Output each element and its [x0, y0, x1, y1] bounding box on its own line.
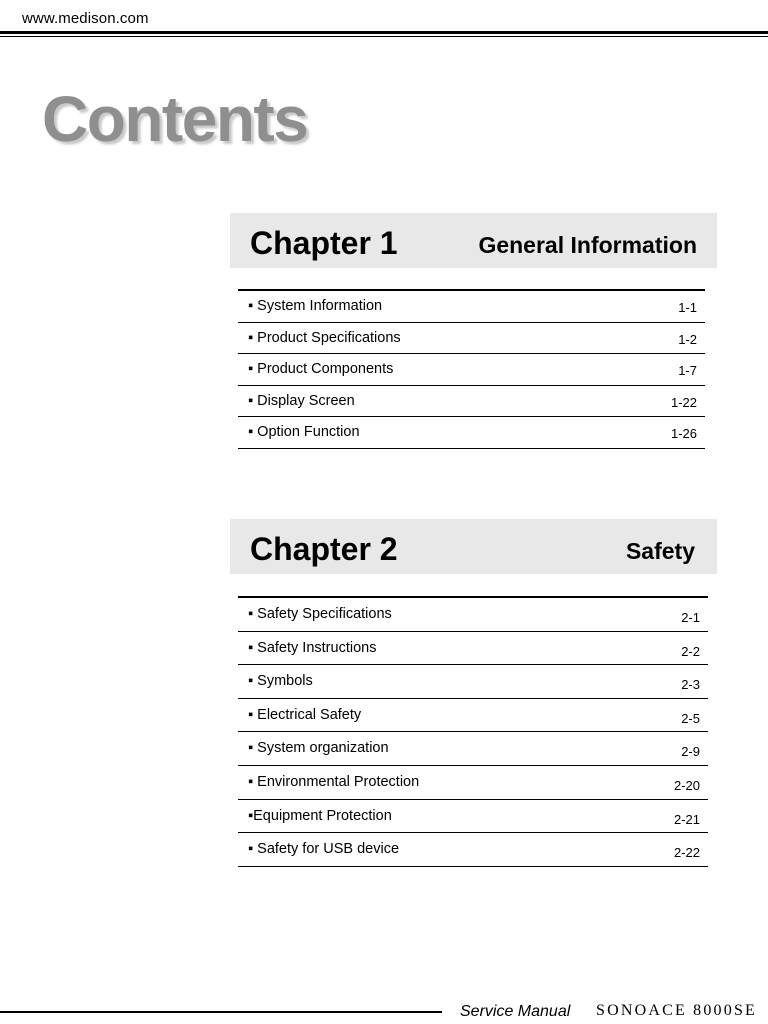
toc-entry-page: 1-22 — [670, 394, 697, 410]
toc-entry-label: ▪ Safety Specifications — [248, 606, 392, 622]
toc-entry[interactable] — [238, 386, 705, 418]
toc-entry-label: ▪ System Information — [248, 298, 383, 314]
toc-entry-page: 1-7 — [678, 363, 697, 379]
toc-entry-page: 2-2 — [681, 643, 700, 659]
chapter-1-number: Chapter 1 — [250, 225, 398, 261]
toc-entry-label: ▪ Electrical Safety — [248, 706, 362, 723]
chapter-2-name: Safety — [625, 538, 695, 564]
chapter-1-header — [230, 213, 717, 268]
toc-entry-page: 1-1 — [678, 300, 697, 315]
footer-service-manual: Service Manual — [460, 1003, 571, 1020]
site-url: www.medison.com — [22, 10, 149, 27]
header-rule-thin — [0, 36, 768, 37]
toc-entry-label: ▪ Display Screen — [248, 392, 355, 409]
toc-entry-label: ▪ Environmental Protection — [248, 773, 420, 790]
toc-entry-label: ▪Equipment Protection — [248, 807, 392, 824]
toc-entry-page: 2-22 — [673, 845, 700, 861]
toc-entry[interactable] — [238, 598, 708, 632]
chapter-2-header — [230, 519, 717, 574]
toc-entry[interactable] — [238, 354, 705, 386]
toc-entry-page: 2-20 — [673, 777, 700, 793]
toc-entry-label: ▪ Product Components — [248, 361, 394, 378]
chapter-1-toc — [238, 289, 705, 449]
toc-entry-page: 2-21 — [673, 811, 700, 827]
toc-entry-label: ▪ Option Function — [248, 424, 360, 441]
toc-entry-page: 1-26 — [670, 426, 697, 442]
toc-entry[interactable] — [238, 766, 708, 800]
header-rule-thick — [0, 31, 768, 34]
toc-entry-label: ▪ Safety Instructions — [248, 639, 377, 656]
toc-entry[interactable] — [238, 800, 708, 834]
toc-entry[interactable] — [238, 417, 705, 449]
chapter-2-number: Chapter 2 — [250, 531, 398, 567]
footer-rule — [0, 1011, 442, 1013]
toc-entry-page: 2-5 — [681, 710, 700, 726]
toc-entry[interactable] — [238, 632, 708, 666]
toc-entry-label: ▪ Symbols — [248, 673, 313, 690]
toc-entry[interactable] — [238, 699, 708, 733]
toc-entry[interactable] — [238, 323, 705, 355]
toc-entry-page: 1-2 — [678, 331, 697, 347]
chapter-1-name: General Information — [478, 232, 697, 258]
toc-entry-label: ▪ Product Specifications — [248, 329, 401, 346]
toc-entry-label: ▪ Safety for USB device — [248, 841, 400, 858]
toc-entry[interactable] — [238, 833, 708, 867]
toc-entry[interactable] — [238, 732, 708, 766]
footer-product-name: SONOACE 8000SE — [596, 1002, 758, 1019]
toc-entry-page: 2-9 — [681, 744, 700, 760]
page-title: Contents — [42, 83, 308, 155]
toc-entry[interactable] — [238, 665, 708, 699]
chapter-2-toc — [238, 596, 708, 867]
toc-entry[interactable] — [238, 291, 705, 323]
toc-entry-page: 2-3 — [681, 677, 700, 693]
toc-entry-page: 2-1 — [681, 610, 700, 625]
toc-entry-label: ▪ System organization — [248, 740, 389, 757]
